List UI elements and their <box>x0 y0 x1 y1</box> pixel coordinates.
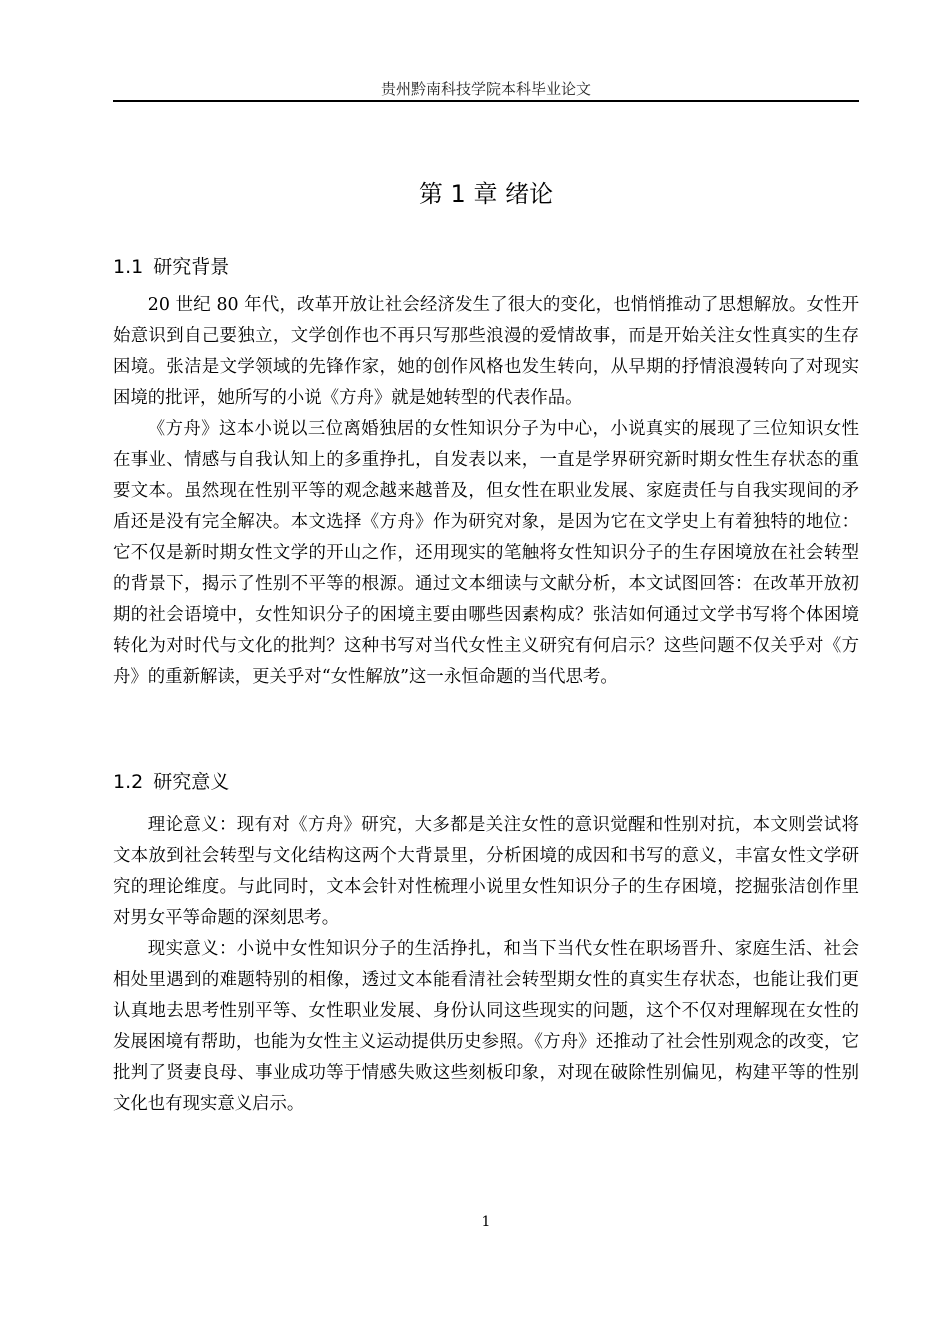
section-title-text: 研究意义 <box>153 771 230 793</box>
paragraph: 《方舟》这本小说以三位离婚独居的女性知识分子为中心，小说真实的展现了三位知识女性在事业、情感与自我认知上的多重挣扎，自发表以来，一直是学界研究新时期女性生存状态的重要文本。虽然现在性别平等的观念越来越普及，但女性在职业发展、家庭责任与自我实现间的矛盾还是没有完全解决。本文选择《方舟》作为研究对象，是因为它在文学史上有着独特的地位：它不仅是新时期女性文学的开山之作，还用现实的笔触将女性知识分子的生存困境放在社会转型的背景下，揭示了性别不平等的根源。通过文本细读与文献分析，本文试图回答：在改革开放初期的社会语境中，女性知识分子的困境主要由哪些因素构成？张洁如何通过文学书写将个体困境转化为对时代与文化的批判？这种书写对当代女性主义研究有何启示？这些问题不仅关乎对《方舟》的重新解读，更关乎对“女性解放”这一永恒命题的当代思考。 <box>113 419 859 687</box>
section-heading-1-1 <box>113 254 229 280</box>
paragraph: 现实意义：小说中女性知识分子的生活挣扎，和当下当代女性在职场晋升、家庭生活、社会相处里遇到的难题特别的相像，透过文本能看清社会转型期女性的真实生存状态，也能让我们更认真地去思考性别平等、女性职业发展、身份认同这些现实的问题，这个不仅对理解现在女性的发展困境有帮助，也能为女性主义运动提供历史参照。《方舟》还推动了社会性别观念的改变，它批判了贤妻良母、事业成功等于情感失败这些刻板印象，对现在破除性别偏见，构建平等的性别文化也有现实意义启示。 <box>113 939 859 1114</box>
section-heading-1-2 <box>113 769 229 795</box>
paragraph: 理论意义：现有对《方舟》研究，大多都是关注女性的意识觉醒和性别对抗，本文则尝试将文本放到社会转型与文化结构这两个大背景里，分析困境的成因和书写的意义，丰富女性文学研究的理论维度。与此同时，文本会针对性梳理小说里女性知识分子的生存困境，挖掘张洁创作里对男女平等命题的深刻思考。 <box>113 815 859 928</box>
header-divider <box>113 100 859 102</box>
section-body-1-2 <box>113 810 859 1120</box>
section-title-text: 研究背景 <box>153 256 230 278</box>
section-number: 1.1 <box>113 256 144 278</box>
page-number: 1 <box>481 1214 491 1230</box>
paragraph: 20 世纪 80 年代，改革开放让社会经济发生了很大的变化，也悄悄推动了思想解放。女性开始意识到自己要独立，文学创作也不再只写那些浪漫的爱情故事，而是开始关注女性真实的生存困境。张洁是文学领域的先锋作家，她的创作风格也发生转向，从早期的抒情浪漫转向了对现实困境的批评，她所写的小说《方舟》就是她转型的代表作品。 <box>113 295 859 408</box>
section-number: 1.2 <box>113 771 144 793</box>
running-header: 贵州黔南科技学院本科毕业论文 <box>380 80 591 98</box>
section-body-1-1 <box>113 290 859 693</box>
chapter-title: 第 1 章 绪论 <box>418 180 554 208</box>
